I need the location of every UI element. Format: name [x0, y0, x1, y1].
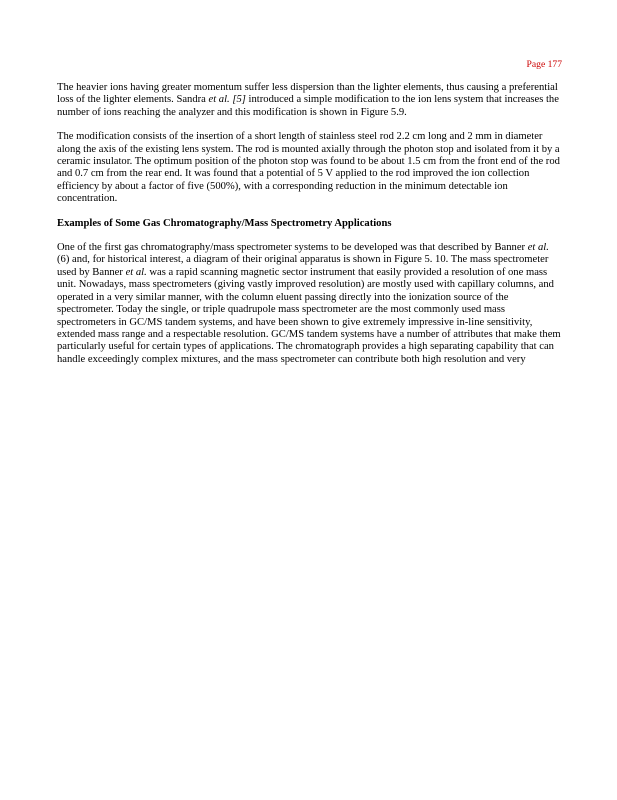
et-al-citation: et al.	[125, 266, 147, 278]
paragraph-3-text-a: One of the first gas chromatography/mass spectrometer systems to be developed was that described by Banner	[57, 242, 528, 254]
paragraph-3-text-c: was a rapid scanning magnetic sector instrument that easily provided a resolution of one mass unit. Nowadays, mass spectrometers (giving vastly improved resolution) are mostly used with capillary columns, and operated in a very similar manner, with the column eluent passing directly into the ionization source of the spectrometer. Today the single, or triple quadrupole mass spectrometer are the most commonly used mass spectrometers in GC/MS tandem systems, and have been shown to give extremely impressive in-line sensitivity, extended mass range and a respectable resolution. GC/MS tandem systems have a number of attributes that make them particularly useful for certain types of applications. The chromatograph provides a high separating capability that can handle exceedingly complex mixtures, and the mass spectrometer can contribute both high resolution and very	[57, 266, 561, 365]
reference-5: [5]	[229, 94, 246, 106]
paragraph-gap	[57, 230, 562, 242]
paragraph-1-text-b: introduced a simple modification to the ion lens system that increases the number of ions reaching the analyzer and this modification is shown in Figure 5.9.	[57, 94, 559, 118]
paragraph-gap	[57, 119, 562, 131]
page-number: Page 177	[526, 59, 562, 70]
paragraph-3-text-b: (6) and, for historical interest, a diagram of their original apparatus is shown in Figure 5. 10. The mass spectrometer used by Banner	[57, 254, 549, 278]
paragraph-gcms-applications	[57, 242, 562, 366]
paragraph-modification: The modification consists of the insertion of a short length of stainless steel rod 2.2 cm long and 2 mm in diameter along the axis of the existing lens system. The rod is mounted axially through the photon stop and isolated from it by a ceramic insulator. The optimum position of the photon stop was found to be about 1.5 cm from the front end of the rod and 0.7 cm from the rear end. It was found that a potential of 5 V applied to the rod improved the ion collection efficiency by about a factor of five (500%), with a corresponding reduction in the minimum detectable ion concentration.	[57, 131, 560, 205]
section-heading: Examples of Some Gas Chromatography/Mass Spectrometry Applications	[57, 217, 392, 229]
paragraph-gap	[57, 206, 562, 218]
et-al-citation: et al.	[208, 94, 230, 106]
paragraph-ion-dispersion	[57, 82, 562, 119]
et-al-citation: et al.	[527, 242, 549, 254]
paragraph-1-text-a: The heavier ions having greater momentum suffer less dispersion than the lighter elements, thus causing a preferential loss of the lighter elements. Sandra	[57, 82, 558, 106]
page-content	[57, 82, 562, 366]
